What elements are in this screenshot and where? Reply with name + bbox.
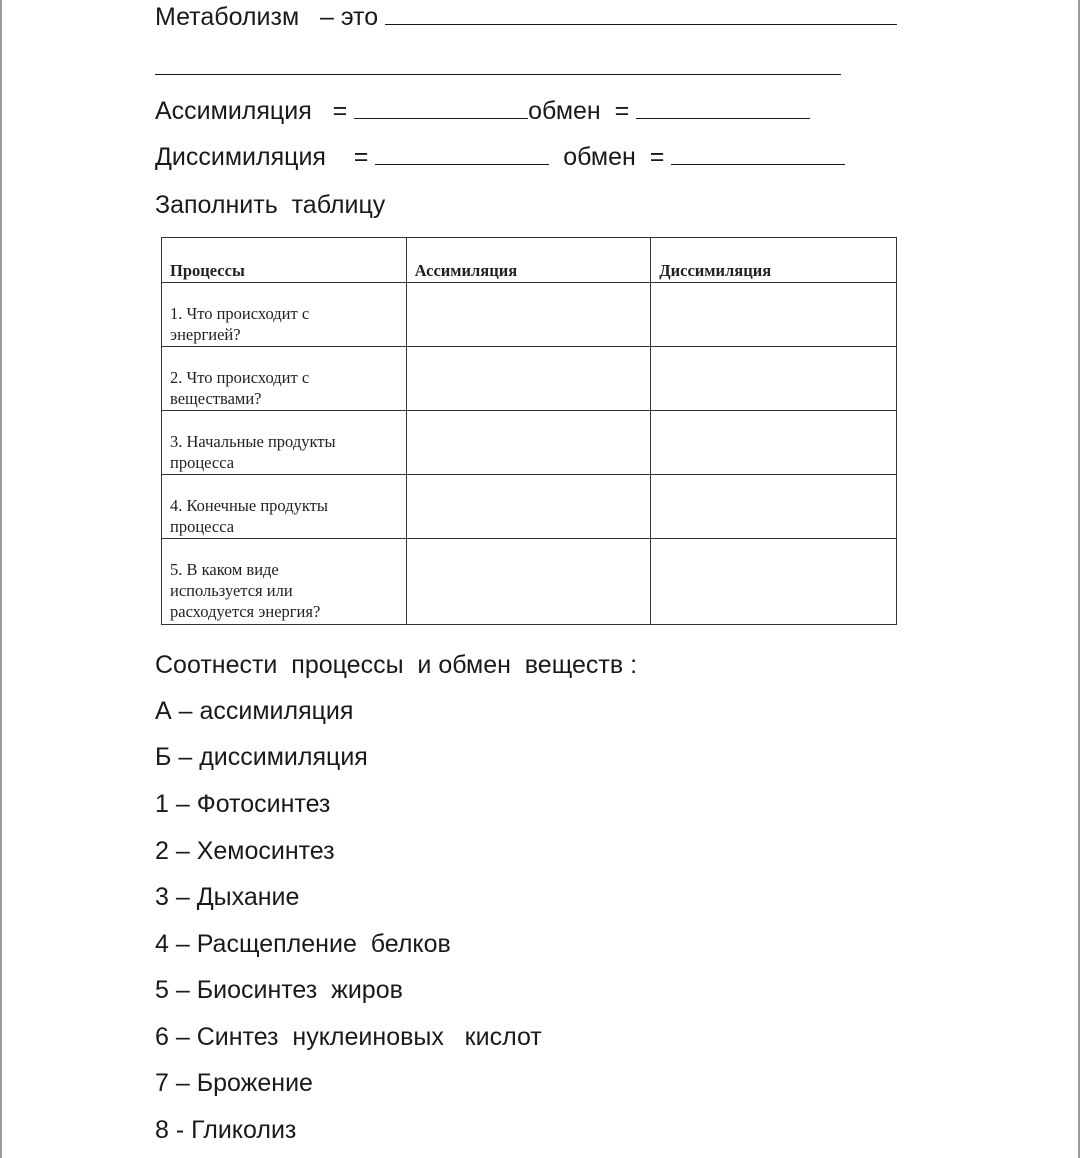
definition-blank[interactable] xyxy=(385,2,897,25)
assimilation-blank-2[interactable] xyxy=(636,96,810,119)
dissimilation-blank-2[interactable] xyxy=(671,142,845,165)
answer-cell-dissimilation[interactable] xyxy=(651,475,897,539)
match-task: Соотнести процессы и обмен веществ : xyxy=(155,651,638,679)
question-cell xyxy=(162,539,407,625)
assimilation-equals-2: = xyxy=(614,97,630,125)
assimilation-line xyxy=(155,96,810,126)
process-item: 4 – Расщепление белков xyxy=(155,930,451,958)
question-text: процесса xyxy=(170,517,235,536)
process-item: 5 – Биосинтез жиров xyxy=(155,976,403,1004)
question-cell xyxy=(162,475,407,539)
answer-cell-assimilation[interactable] xyxy=(406,411,651,475)
assimilation-label: Ассимиляция xyxy=(155,97,312,125)
table-row xyxy=(162,283,897,347)
definition-dash: – это xyxy=(319,3,379,31)
answer-cell-dissimilation[interactable] xyxy=(651,411,897,475)
dissimilation-equals-2: = xyxy=(649,143,665,171)
assimilation-equals: = xyxy=(332,97,348,125)
question-cell xyxy=(162,283,407,347)
question-text: 3. Начальные продукты xyxy=(170,432,336,451)
question-text: расходуется энергия? xyxy=(170,602,321,621)
question-text: 4. Конечные продукты xyxy=(170,496,328,515)
dissimilation-equals: = xyxy=(353,143,369,171)
header-dissimilation: Диссимиляция xyxy=(651,238,897,283)
page-border-left xyxy=(0,0,2,1158)
dissimilation-blank-1[interactable] xyxy=(375,142,549,165)
dissimilation-label: Диссимиляция xyxy=(155,143,326,171)
answer-cell-dissimilation[interactable] xyxy=(651,347,897,411)
table-row xyxy=(162,347,897,411)
answer-cell-assimilation[interactable] xyxy=(406,475,651,539)
header-assimilation: Ассимиляция xyxy=(406,238,651,283)
process-item: 7 – Брожение xyxy=(155,1069,313,1097)
option-assimilation: А – ассимиляция xyxy=(155,697,354,725)
definition-term: Метаболизм xyxy=(155,3,300,31)
assimilation-blank-1[interactable] xyxy=(354,96,528,119)
answer-cell-assimilation[interactable] xyxy=(406,283,651,347)
answer-cell-assimilation[interactable] xyxy=(406,539,651,625)
definition-continuation-blank[interactable] xyxy=(155,52,841,75)
process-item: 2 – Хемосинтез xyxy=(155,837,335,865)
question-text: 2. Что происходит с xyxy=(170,368,310,387)
question-text: веществами? xyxy=(170,389,262,408)
header-processes: Процессы xyxy=(162,238,407,283)
question-cell xyxy=(162,411,407,475)
definition-line xyxy=(155,2,897,32)
question-text: энергией? xyxy=(170,325,241,344)
question-text: процесса xyxy=(170,453,235,472)
table-task: Заполнить таблицу xyxy=(155,191,386,219)
process-item: 3 – Дыхание xyxy=(155,883,300,911)
process-item: 1 – Фотосинтез xyxy=(155,790,331,818)
comparison-table xyxy=(161,237,897,625)
question-text: 1. Что происходит с xyxy=(170,304,310,323)
assimilation-exchange-word: обмен xyxy=(528,97,601,125)
dissimilation-line xyxy=(155,142,845,172)
question-cell xyxy=(162,347,407,411)
question-text: 5. В каком виде xyxy=(170,560,279,579)
table-row xyxy=(162,411,897,475)
process-item: 6 – Синтез нуклеиновых кислот xyxy=(155,1023,542,1051)
option-dissimilation: Б – диссимиляция xyxy=(155,743,368,771)
question-text: используется или xyxy=(170,581,293,600)
answer-cell-dissimilation[interactable] xyxy=(651,283,897,347)
answer-cell-assimilation[interactable] xyxy=(406,347,651,411)
table-row xyxy=(162,475,897,539)
answer-cell-dissimilation[interactable] xyxy=(651,539,897,625)
table-row xyxy=(162,539,897,625)
table-header-row xyxy=(162,238,897,283)
process-item: 8 - Гликолиз xyxy=(155,1116,297,1144)
dissimilation-exchange-word: обмен xyxy=(563,143,636,171)
